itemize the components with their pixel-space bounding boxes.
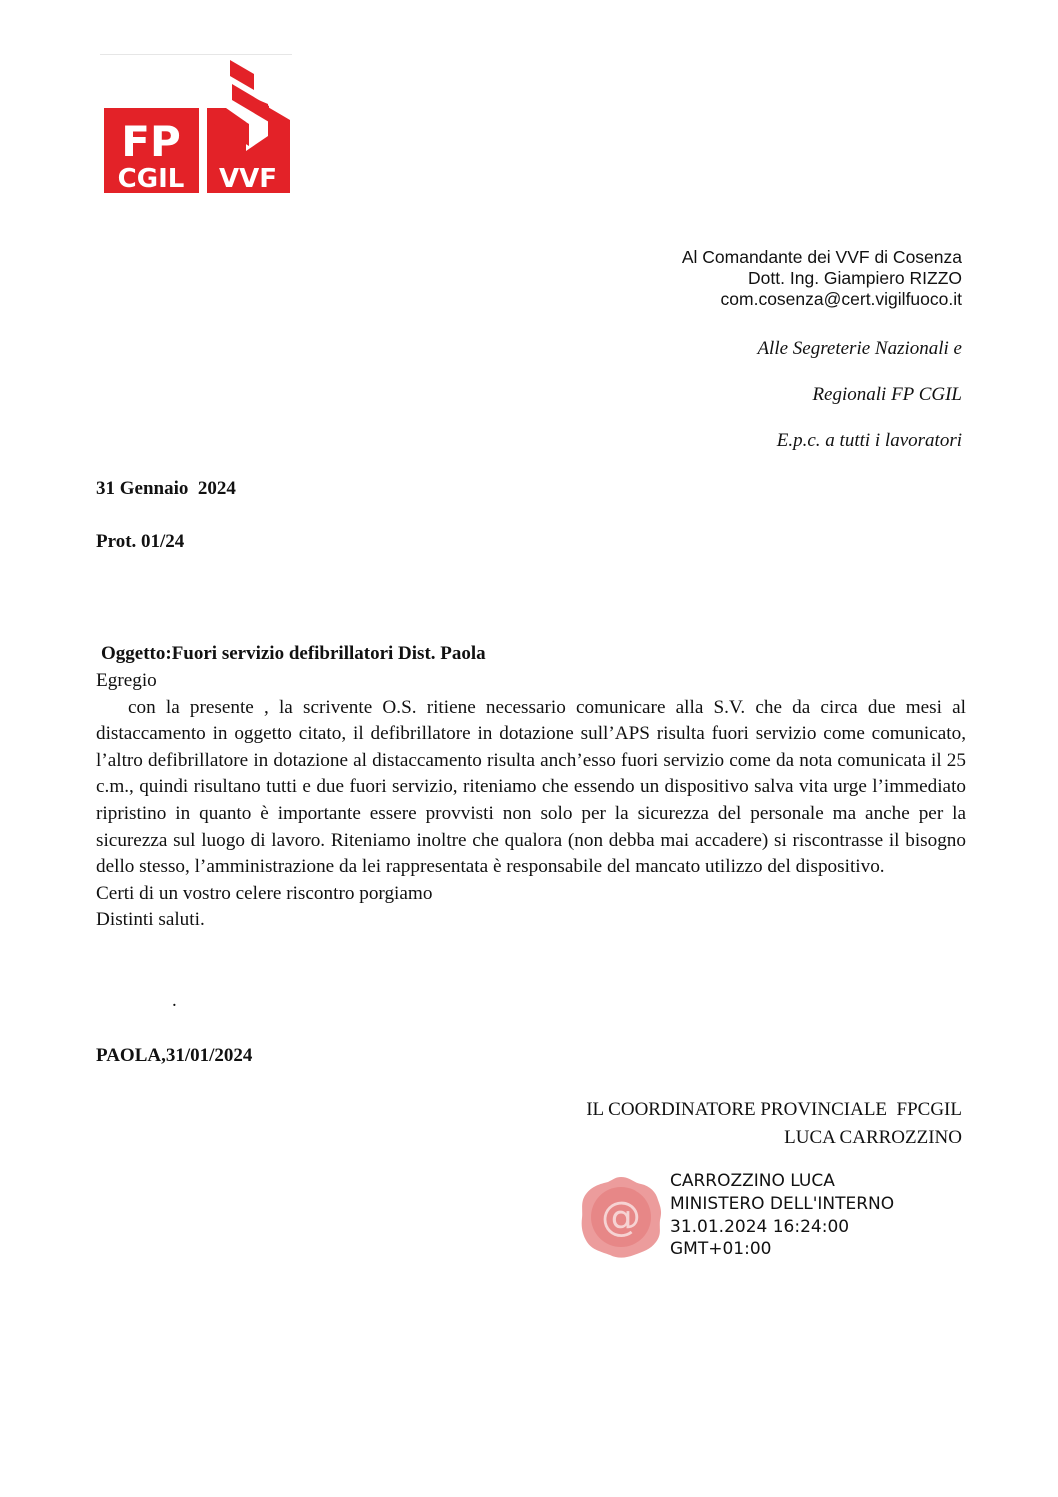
- svg-text:@: @: [601, 1194, 641, 1240]
- recipient-line-1: Al Comandante dei VVF di Cosenza: [681, 247, 962, 267]
- logo-text-vvf: VVF: [218, 164, 278, 194]
- closing-line-1: Certi di un vostro celere riscontro porgiamo: [96, 882, 433, 904]
- digital-timezone: GMT+01:00: [670, 1239, 772, 1260]
- recipient-email: com.cosenza@cert.vigilfuoco.it: [720, 289, 962, 309]
- protocol-number: Prot. 01/24: [96, 531, 185, 552]
- recipient-line-2: Dott. Ing. Giampiero RIZZO: [748, 268, 962, 288]
- cc-line-2: Regionali FP CGIL: [812, 384, 962, 405]
- fp-cgil-vvf-logo: [104, 56, 294, 196]
- letter-body: [96, 668, 966, 934]
- digital-timestamp: 31.01.2024 16:24:00: [670, 1216, 850, 1237]
- place-and-date: PAOLA,31/01/2024: [96, 1045, 253, 1066]
- header-rule: [100, 54, 292, 55]
- digital-authority: MINISTERO DELL'INTERNO: [670, 1193, 895, 1214]
- stray-dot: .: [172, 990, 177, 1011]
- logo-text-fp: FP: [121, 117, 181, 166]
- signer-role: IL COORDINATORE PROVINCIALE FPCGIL: [586, 1099, 962, 1120]
- digital-signature-text: [670, 1170, 894, 1261]
- logo-text-cgil: CGIL: [117, 164, 185, 194]
- closing-line-2: Distinti saluti.: [96, 909, 205, 931]
- letter-date: 31 Gennaio 2024: [96, 478, 236, 499]
- at-sign-seal-icon: [578, 1174, 664, 1260]
- recipient-block: [682, 247, 962, 310]
- digital-signer: CARROZZINO LUCA: [670, 1171, 835, 1191]
- subject-line: Oggetto:Fuori servizio defibrillatori Dist. Paola: [101, 643, 486, 664]
- signature-block: [586, 1096, 962, 1151]
- signer-name: LUCA CARROZZINO: [784, 1126, 962, 1148]
- cc-line-1: Alle Segreterie Nazionali e: [757, 338, 962, 359]
- body-paragraph: con la presente , la scrivente O.S. ritiene necessario comunicare alla S.V. che da circa due mesi al distaccamento in oggetto citato, il defibrillatore in dotazione sull’APS risulta fuori servizio come comunicato, l’altro defibrillatore in dotazione al distaccamento risulta anch’esso fuori servizio come da nota comunicata il 25 c.m., quindi risultano tutti e due fuori servizio, riteniamo che essendo un dispositivo salva vita urge l’immediato ripristino in quanto è importante essere provvisti non solo per la sicurezza del personale ma anche per la sicurezza sul luogo di lavoro. Riteniamo inoltre che qualora (non debba mai accadere) si riscontrasse il bisogno dello stesso, l’amministrazione da lei rappresentata è responsabile del mancato utilizzo del dispositivo.: [96, 696, 966, 878]
- salutation: Egregio: [96, 670, 157, 691]
- cc-line-3: E.p.c. a tutti i lavoratori: [776, 430, 962, 451]
